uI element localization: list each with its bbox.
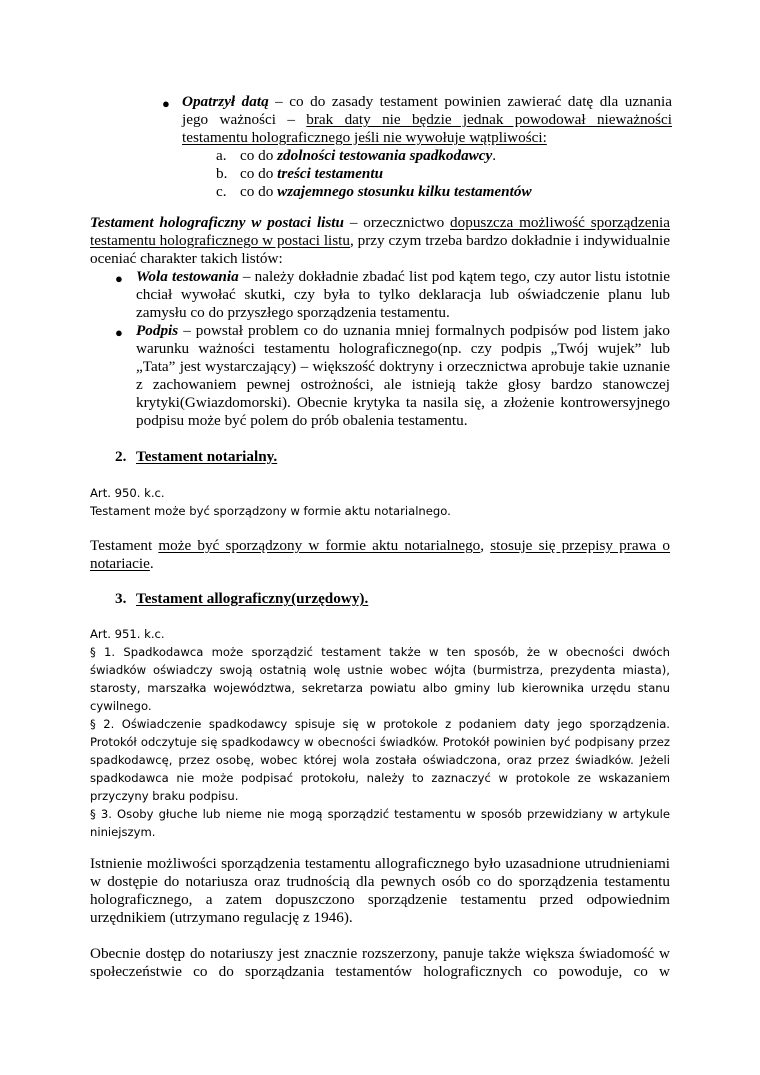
paragraph-obecnie: Obecnie dostęp do notariuszy jest znacznie rozszerzony, panuje także większa świadomość w społeczeństwie co do sporządzania testamentów holograficznych co powoduje, co w [90, 945, 670, 980]
paragraph-notarial: Testament może być sporządzony w formie aktu notarialnego, stosuje się przepisy prawa o notariacie. [90, 537, 671, 572]
underlined-text: brak daty nie będzie jednak powodował nieważności testamentu holograficznego jeśli nie wywołuje wątpliwości: [182, 111, 673, 146]
bullet-podpis: Podpis – powstał problem co do uznania mniej formalnych podpisów pod listem jako warunku ważności testamentu holograficznego(np. czy podpis „Twój wujek” lub „Tata” jest wystarczający) – większość doktryny i orzecznictwa aprobuje takie uznanie z zachowaniem pewnej ostrożności, ale istnieją także głosy bardzo stanowczej krytyki(Gwiazdomorski). Obecnie krytyka ta nasila się, a złożenie kontrowersyjnego podpisu może być polem do prób obalenia testamentu. [136, 322, 670, 429]
bullet-term: Opatrzył datą [182, 93, 269, 110]
sublist-a: a. co do zdolności testowania spadkodawcy. [216, 147, 497, 164]
bullet-opatrzyl-data [182, 93, 672, 147]
bullet-wola-testowania: Wola testowania – należy dokładnie zbadać list pod kątem tego, czy autor listu istotnie chciał wywołać skutki, czy była to tylko deklaracja lub oświadczenie planu lub zamysłu co do przyszłego sporządzenia testamentu. [136, 268, 670, 321]
heading-testament-allograficzny: 3. Testament allograficzny(urzędowy). [115, 590, 369, 607]
article-951-par2: § 2. Oświadczenie spadkodawcy spisuje się w protokole z podaniem daty jego sporządzenia. Protokół odczytuje się spadkodawcy w obecności świadków. Protokół powinien być podpisany przez spadkodawcę, przez osobę, wobec której wola została oświadczona, oraz przez świadków. Jeżeli spadkodawca nie może podpisać protokołu, należy to zaznaczyć w protokole ze wskazaniem przyczyny braku podpisu. [90, 717, 670, 803]
article-951-par3: § 3. Osoby głuche lub nieme nie mogą sporządzić testamentu w sposób przewidziany w artykule niniejszym. [90, 807, 670, 839]
heading-testament-notarialny: 2. Testament notarialny. [115, 448, 278, 465]
bullet-text: – co do zasady testament powinien zawierać datę dla uznania jego ważności – [182, 93, 672, 128]
article-950-text: Testament może być sporządzony w formie aktu notarialnego. [90, 504, 451, 518]
article-951-par1: § 1. Spadkodawca może sporządzić testament także w ten sposób, że w obecności dwóch świadków oświadczy swoją ostatnią wolę ustnie wobec wójta (burmistrza, prezydenta miasta), starosty, marszałka województwa, sekretarza powiatu albo gminy lub kierownika urzędu stanu cywilnego. [90, 645, 670, 713]
article-950-ref: Art. 950. k.c. [90, 486, 165, 500]
paragraph-allograficzny: Istnienie możliwości sporządzenia testamentu allograficznego było uzasadnione utrudnieniami w dostępie do notariusza oraz trudnością dla pewnych osób co do sporządzenia testamentu holograficznego, a zatem dopuszczono sporządzenie testamentu przed odpowiednim urzędnikiem (utrzymano regulację z 1946). [90, 855, 670, 926]
sublist-c: c. co do wzajemnego stosunku kilku testamentów [216, 183, 532, 200]
bullet-icon: ● [115, 271, 123, 286]
paragraph-letter-testament: Testament holograficzny w postaci listu – orzecznictwo dopuszcza możliwość sporządzenia testamentu holograficznego w postaci listu, przy czym trzeba bardzo dokładnie i indywidualnie oceniać charakter takich listów: [90, 214, 671, 267]
bullet-icon: ● [115, 325, 123, 340]
bullet-icon: ● [162, 96, 170, 111]
article-951-ref: Art. 951. k.c. [90, 627, 165, 641]
sublist-b: b. co do treści testamentu [216, 165, 384, 182]
